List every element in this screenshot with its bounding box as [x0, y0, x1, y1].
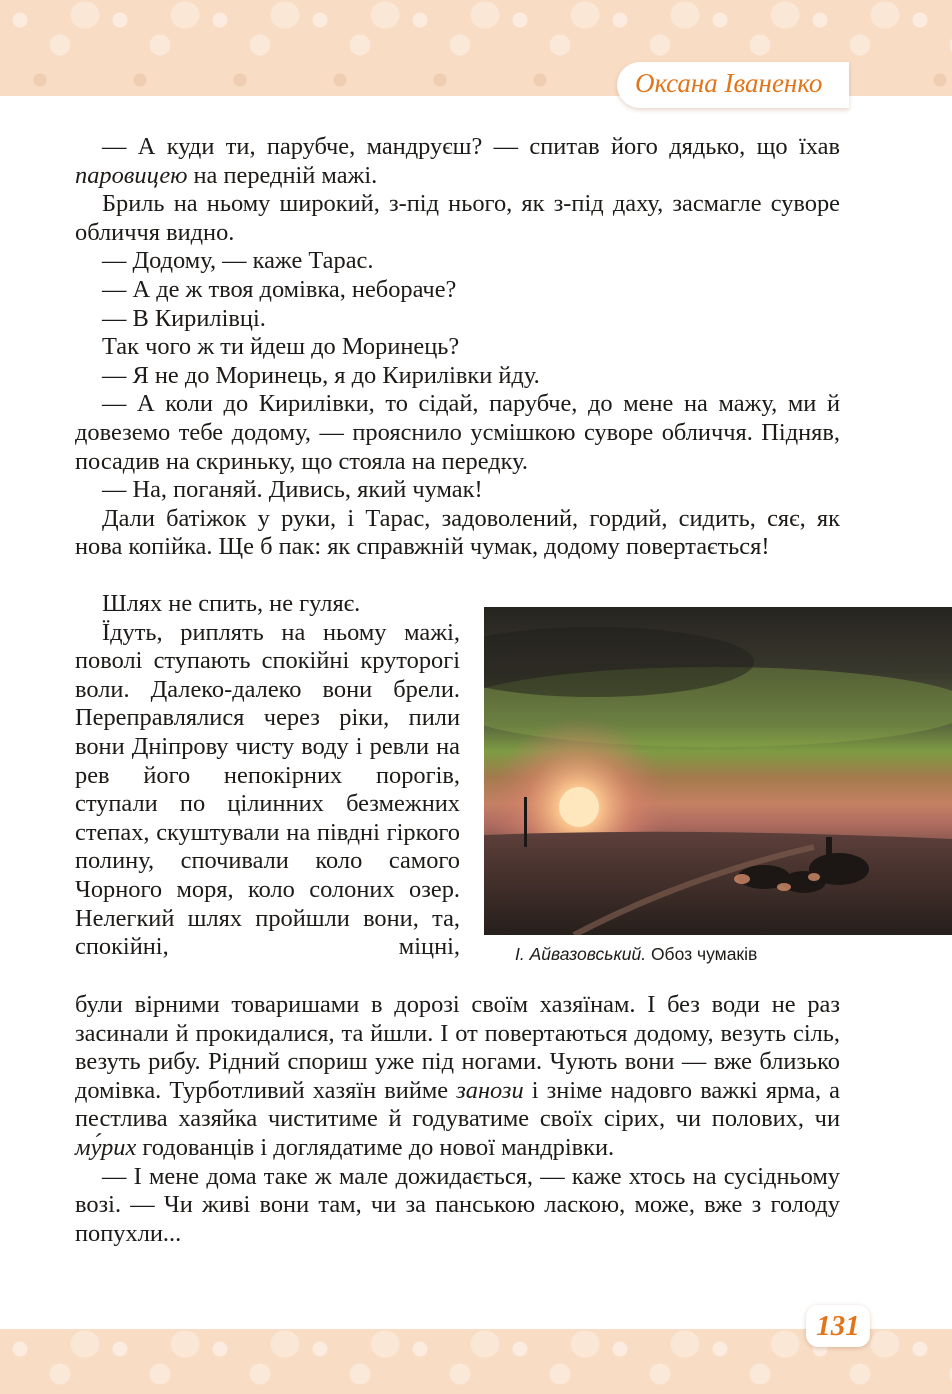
paragraph: — В Кирилівці. [102, 304, 266, 332]
author-name: Оксана Іваненко [635, 68, 823, 98]
painting-illustration [484, 607, 952, 935]
text-block-top [75, 133, 840, 562]
paragraph: — А куди ти, парубче, мандруєш? — спитав його дядько, що їхав паровицею на передній мажі. [75, 133, 840, 189]
paragraph: — Я не до Моринець, я до Кирилівки йду. [102, 361, 540, 389]
paragraph: — І мене дома таке ж мале дожидається, — каже хтось на сусідньому возі. — Чи живі вони там, чи за панською ласкою, може, вже з голоду попухли... [75, 1162, 840, 1247]
paragraph: Бриль на ньому широкий, з-під нього, як з-під даху, засмагле суворе обличчя видно. [75, 190, 840, 246]
painting-image [484, 607, 952, 935]
paragraph: — А де ж твоя домівка, небораче? [102, 275, 457, 303]
paragraph: Так чого ж ти йдеш до Моринець? [102, 333, 460, 361]
paragraph: Шлях не спить, не гуляє. [102, 590, 361, 617]
caption-title: Обоз чумаків [650, 944, 758, 964]
italic-term: паровицею [75, 161, 188, 189]
figure-caption [515, 944, 757, 965]
paragraph: — На, поганяй. Дивись, який чумак! [102, 476, 483, 504]
author-header-tab [617, 62, 849, 108]
paragraph: були вірними товаришами в дорозі своїм хазяїнам. І без води не раз засинали й прокидалися, та йшли. І от повертаються додому, везуть сіль, везуть рибу. Рідний спориш уже під ногами. Чують вони — вже близько домівка. Турботливий хазяїн вийме занози і зніме надовго важкі ярма, а пестлива хазяйка чиститиме й годуватиме своїх сірих, чи полових, чи му́рих годованців і доглядатиме до нової мандрівки. [75, 991, 840, 1161]
paragraph: Дали батіжок у руки, і Тарас, задоволений, гордий, сидить, сяє, як нова копійка. Ще б пак: як справжній чумак, додому повертається! [75, 504, 840, 561]
caption-author: І. Айвазовський. [515, 944, 647, 964]
italic-term: занози [456, 1076, 524, 1104]
text-block-bottom [75, 991, 840, 1248]
paragraph: — Додому, — каже Тарас. [102, 247, 374, 275]
page-number-badge [806, 1305, 870, 1347]
paragraph: — А коли до Кирилівки, то сідай, парубче, до мене на мажу, ми й довеземо тебе додому, — прояснило усмішкою суворе обличчя. Підняв, посадив на скриньку, що стояла на передку. [75, 390, 840, 475]
text-block-beside-figure [75, 590, 460, 962]
italic-term: му́рих [75, 1133, 137, 1161]
paragraph: Їдуть, риплять на ньому мажі, поволі ступають спокійні круторогі воли. Далеко-далеко вони брели. Переправлялися через ріки, пили вони Дніпрову чисту воду і ревли на рев його непокірних порогів, ступали по цілинних безмежних степах, скуштували на півдні гіркого полину, спочивали коло самого Чорного моря, коло солоних озер. Нелегкий шлях пройшли вони, та, спокійні, міцні, [75, 618, 460, 961]
page-number: 131 [816, 1310, 860, 1342]
